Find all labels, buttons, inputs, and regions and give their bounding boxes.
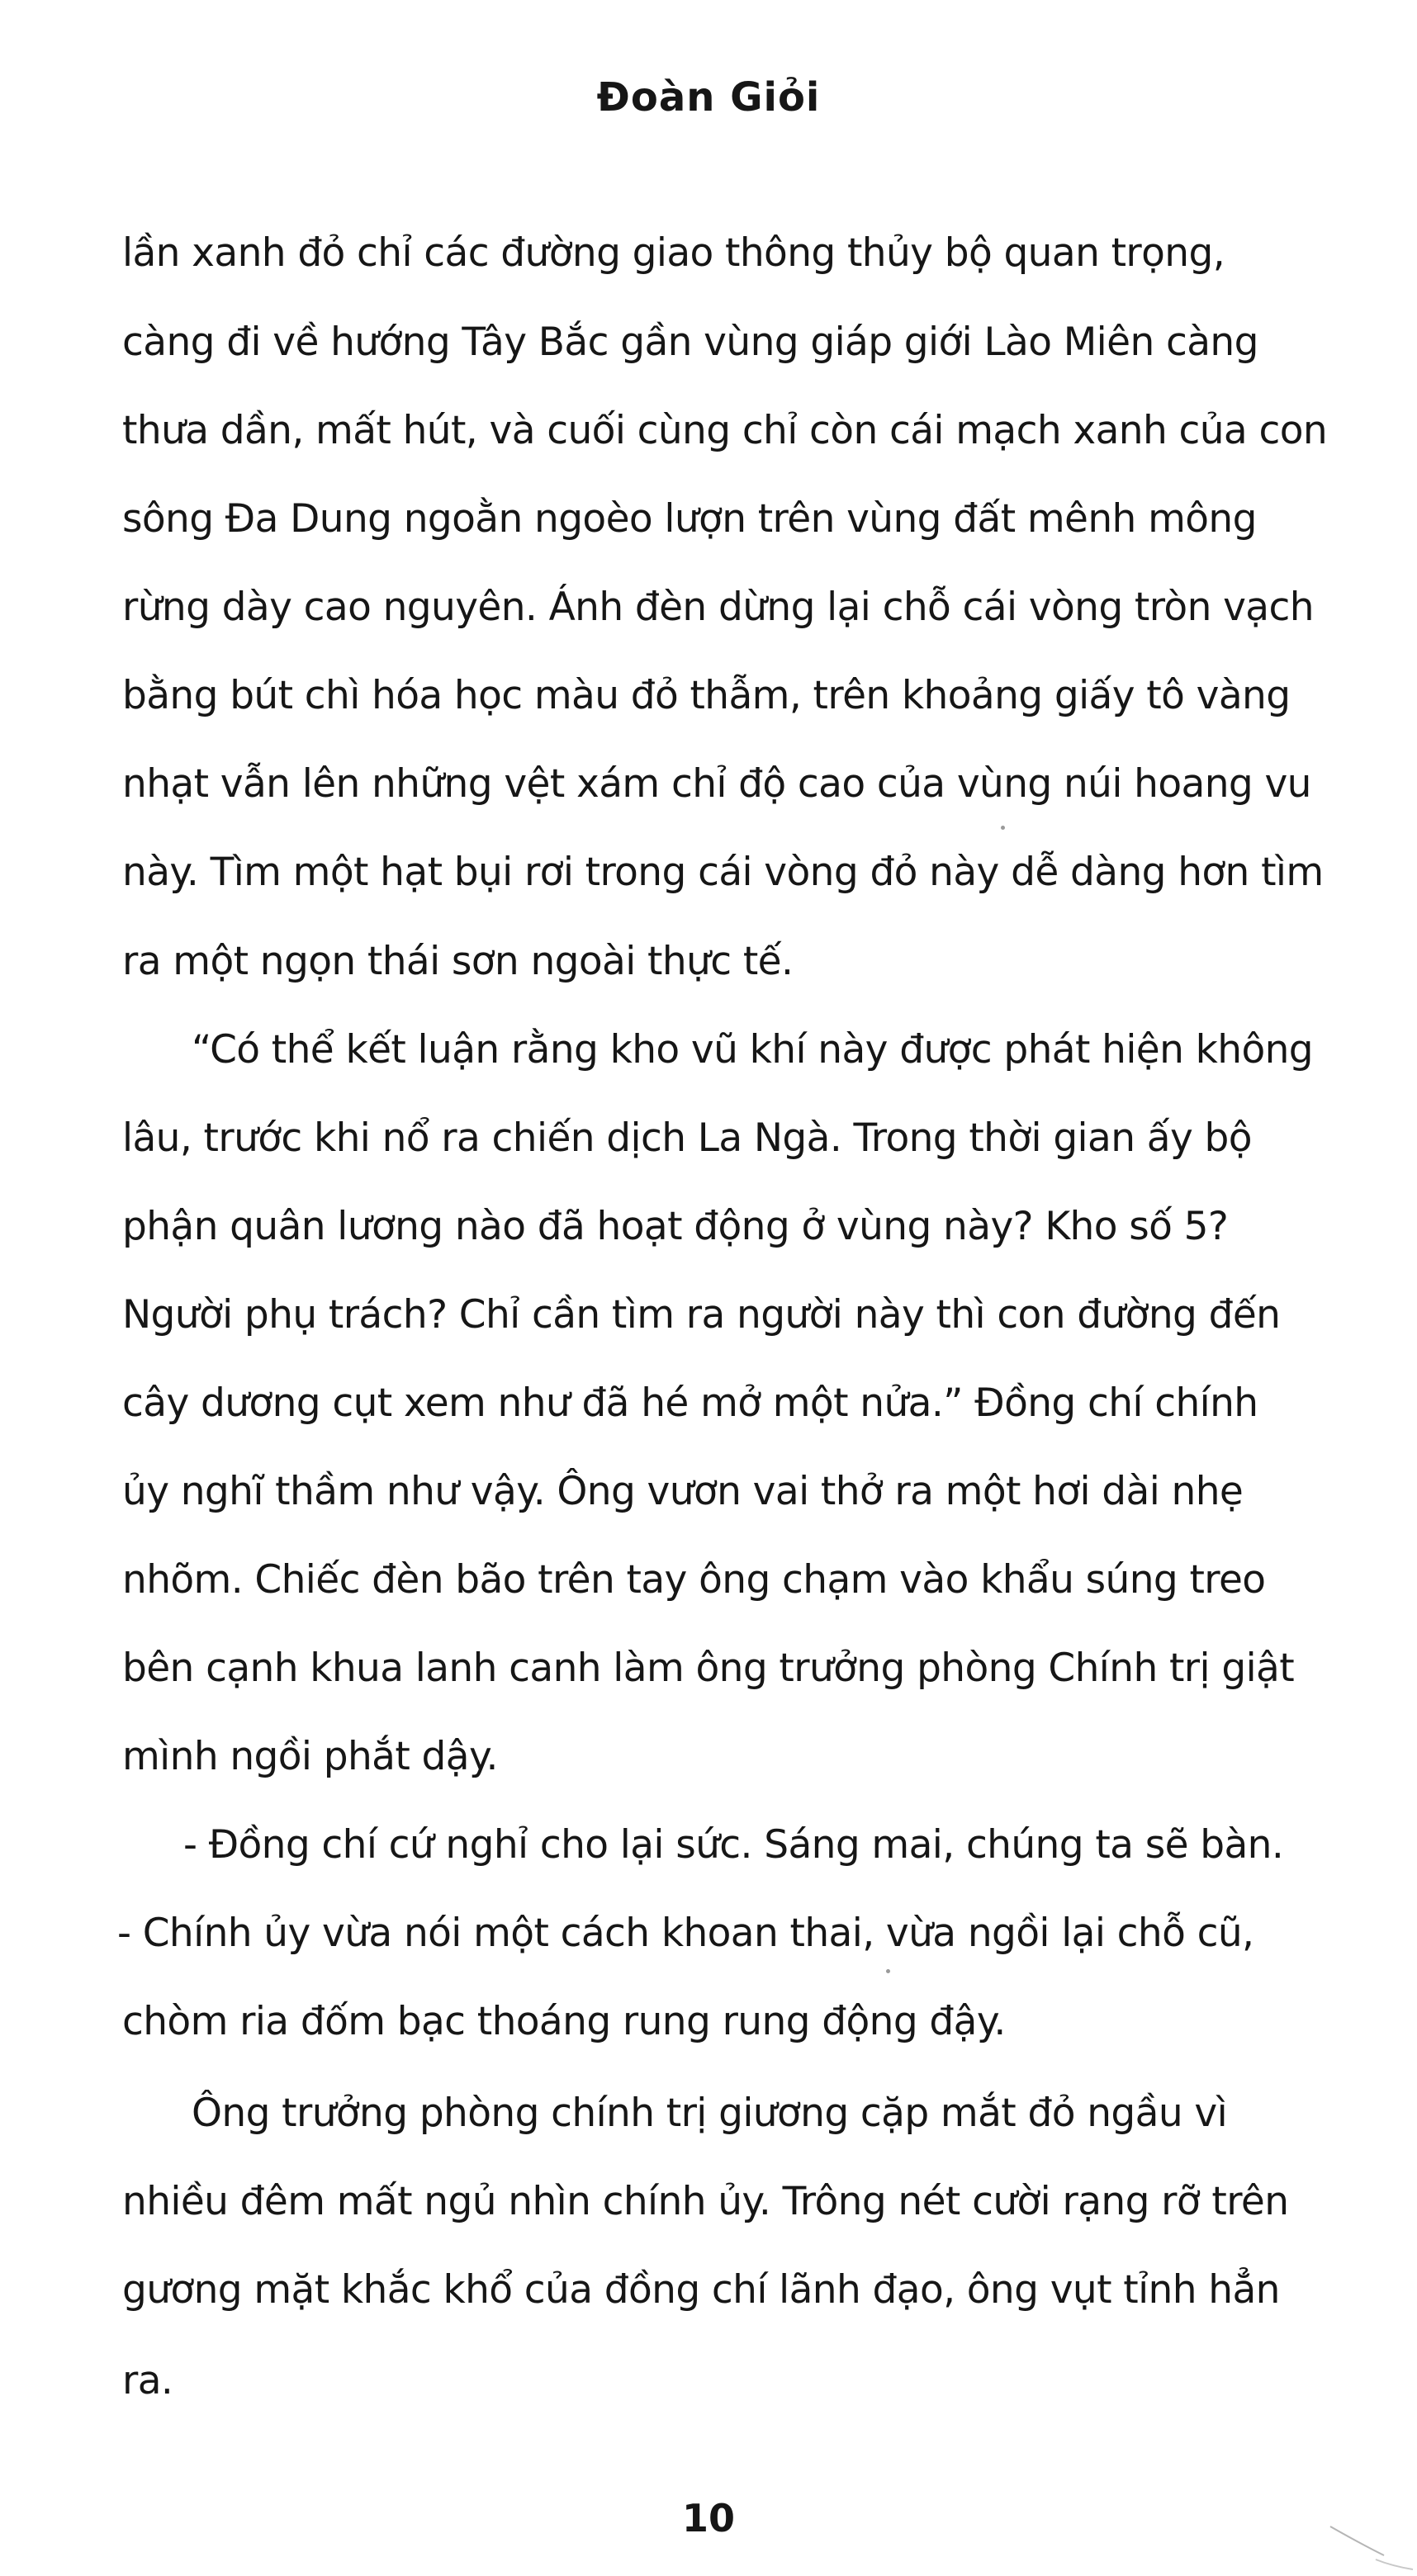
running-header-author: Đoàn Giỏi: [596, 74, 821, 121]
text-line: thưa dần, mất hút, và cuối cùng chỉ còn cái mạch xanh của con: [122, 408, 1328, 453]
print-speck: [1001, 826, 1005, 830]
text-line: Ông trưởng phòng chính trị giương cặp mắt đỏ ngầu vì: [192, 2091, 1228, 2136]
paper-edge-mark: [1326, 2510, 1417, 2576]
text-line: ra một ngọn thái sơn ngoài thực tế.: [122, 939, 794, 984]
text-line: này. Tìm một hạt bụi rơi trong cái vòng đỏ này dễ dàng hơn tìm: [122, 850, 1324, 895]
text-line: ủy nghĩ thầm như vậy. Ông vươn vai thở ra một hơi dài nhẹ: [122, 1469, 1244, 1514]
text-line: phận quân lương nào đã hoạt động ở vùng này? Kho số 5?: [122, 1204, 1229, 1249]
print-speck: [886, 1969, 890, 1973]
text-line: cây dương cụt xem như đã hé mở một nửa.” Đồng chí chính: [122, 1380, 1258, 1426]
text-line: gương mặt khắc khổ của đồng chí lãnh đạo, ông vụt tỉnh hẳn: [122, 2267, 1280, 2313]
text-line: bên cạnh khua lanh canh làm ông trưởng phòng Chính trị giật: [122, 1646, 1295, 1691]
text-line: mình ngồi phắt dậy.: [122, 1734, 498, 1779]
text-line: nhõm. Chiếc đèn bão trên tay ông chạm vào khẩu súng treo: [122, 1557, 1266, 1603]
text-line: càng đi về hướng Tây Bắc gần vùng giáp giới Lào Miên càng: [122, 320, 1258, 365]
text-line: “Có thể kết luận rằng kho vũ khí này được phát hiện không: [192, 1027, 1314, 1073]
text-line: - Chính ủy vừa nói một cách khoan thai, vừa ngồi lại chỗ cũ,: [117, 1911, 1254, 1956]
text-line: - Đồng chí cứ nghỉ cho lại sức. Sáng mai, chúng ta sẽ bàn.: [183, 1822, 1284, 1868]
text-line: rừng dày cao nguyên. Ánh đèn dừng lại chỗ cái vòng tròn vạch: [122, 585, 1314, 630]
text-line: Người phụ trách? Chỉ cần tìm ra người này thì con đường đến: [122, 1292, 1281, 1338]
page-number: 10: [681, 2496, 735, 2540]
text-line: chòm ria đốm bạc thoáng rung rung động đậy.: [122, 1999, 1006, 2044]
text-line: bằng bút chì hóa học màu đỏ thẫm, trên khoảng giấy tô vàng: [122, 673, 1291, 718]
text-line: ra.: [122, 2358, 173, 2403]
text-line: lâu, trước khi nổ ra chiến dịch La Ngà. Trong thời gian ấy bộ: [122, 1115, 1252, 1161]
text-line: sông Đa Dung ngoằn ngoèo lượn trên vùng đất mênh mông: [122, 496, 1257, 542]
text-line: nhạt vẫn lên những vệt xám chỉ độ cao của vùng núi hoang vu: [122, 761, 1311, 807]
text-line: lần xanh đỏ chỉ các đường giao thông thủy bộ quan trọng,: [122, 230, 1225, 276]
text-line: nhiều đêm mất ngủ nhìn chính ủy. Trông nét cười rạng rỡ trên: [122, 2179, 1289, 2224]
